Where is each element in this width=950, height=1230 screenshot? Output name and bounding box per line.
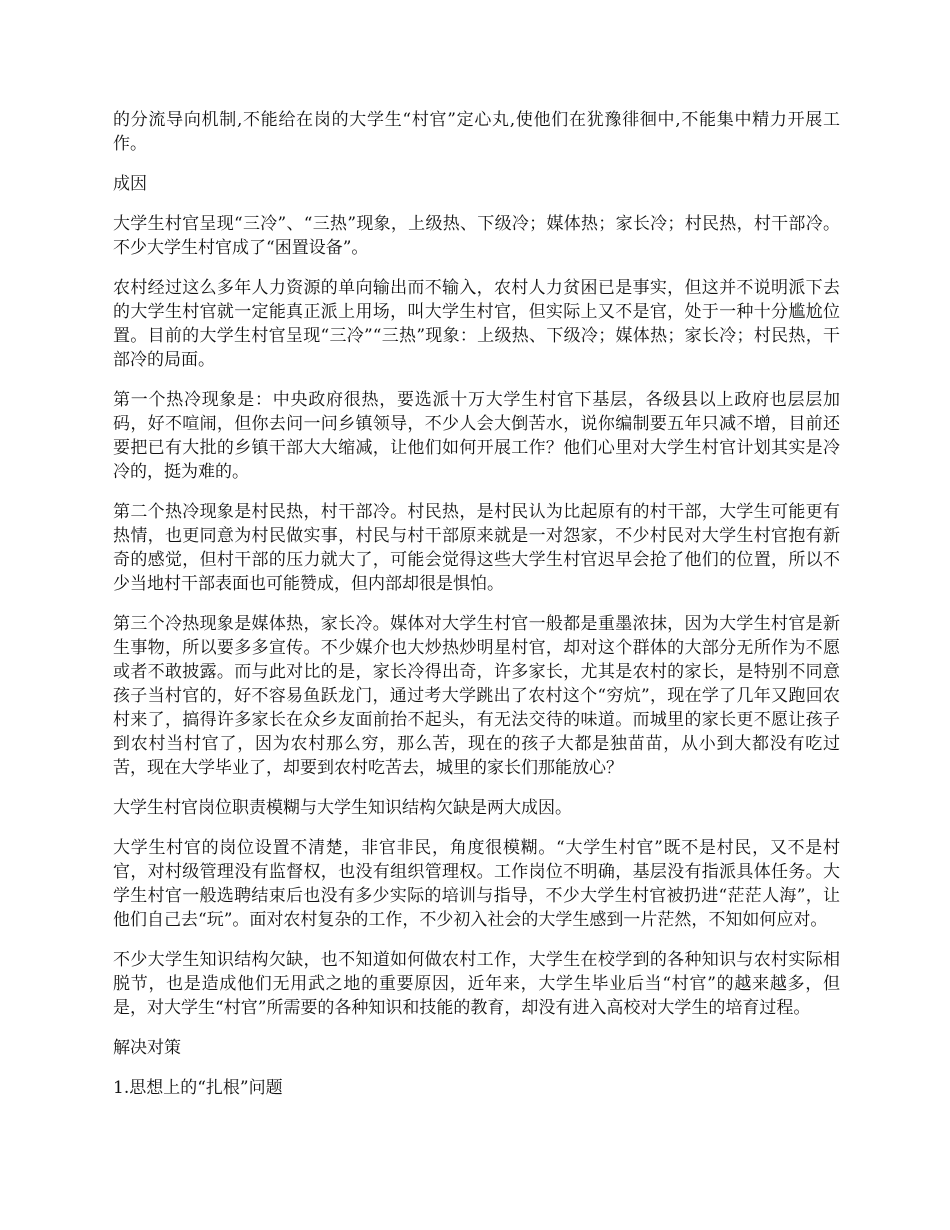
paragraph-three-cold-three-hot: 大学生村官呈现“三冷”、“三热”现象，上级热、下级冷；媒体热；家长冷；村民热，村干部冷。不少大学生村官成了“困置设备”。: [113, 214, 840, 258]
paragraph-two-major-causes: 大学生村官岗位职责模糊与大学生知识结构欠缺是两大成因。: [113, 798, 572, 818]
section-heading-causes: 成因: [113, 174, 147, 194]
paragraph-rural-human-resources: 农村经过这么多年人力资源的单向输出而不输入，农村人力贫困已是事实，但这并不说明派下去的大学生村官就一定能真正派上用场，叫大学生村官，但实际上又不是官，处于一种十分尴尬位置。目前的大学生村官呈现“三冷”“三热”现象：上级热、下级冷；媒体热；家长冷；村民热，干部冷的局面。: [113, 278, 840, 370]
paragraph-knowledge-gap: 不少大学生知识结构欠缺，也不知道如何做农村工作，大学生在校学到的各种知识与农村实际相脱节，也是造成他们无用武之地的重要原因，近年来，大学生毕业后当“村官”的越来越多，但是，对大学生“村官”所需要的各种知识和技能的教育，却没有进入高校对大学生的培育过程。: [113, 950, 840, 1018]
paragraph-diversion-mechanism: 的分流导向机制,不能给在岗的大学生“村官”定心丸,使他们在犹豫徘徊中,不能集中精力开展工作。: [113, 110, 840, 154]
paragraph-first-hot-cold: 第一个热冷现象是：中央政府很热，要选派十万大学生村官下基层，各级县以上政府也层层加码，好不喧闹，但你去问一问乡镇领导，不少人会大倒苦水，说你编制要五年只减不增，目前还要把已有大批的乡镇干部大大缩减，让他们如何开展工作？他们心里对大学生村官计划其实是冷冷的，挺为难的。: [113, 390, 840, 482]
section-heading-solutions: 解决对策: [113, 1038, 181, 1058]
subheading-taking-root: 1.思想上的“扎根”问题: [113, 1078, 283, 1098]
document-page: [113, 108, 840, 1116]
paragraph-third-cold-hot: 第三个冷热现象是媒体热，家长冷。媒体对大学生村官一般都是重墨浓抹，因为大学生村官是新生事物，所以要多多宣传。不少媒介也大炒热炒明星村官，却对这个群体的大部分无所作为不愿或者不敢披露。而与此对比的是，家长冷得出奇，许多家长，尤其是农村的家长，是特别不同意孩子当村官的，好不容易鱼跃龙门，通过考大学跳出了农村这个“穷炕”，现在学了几年又跑回农村来了，搞得许多家长在众乡友面前抬不起头，有无法交待的味道。而城里的家长更不愿让孩子到农村当村官了，因为农村那么穷，那么苦，现在的孩子大都是独苗苗，从小到大都没有吃过苦，现在大学毕业了，却要到农村吃苦去，城里的家长们那能放心？: [113, 614, 840, 778]
paragraph-unclear-position: 大学生村官的岗位设置不清楚，非官非民，角度很模糊。“大学生村官”既不是村民，又不是村官，对村级管理没有监督权，也没有组织管理权。工作岗位不明确，基层没有指派具体任务。大学生村官一般选聘结束后也没有多少实际的培训与指导，不少大学生村官被扔进“茫茫人海”，让他们自己去“玩”。面对农村复杂的工作，不少初入社会的大学生感到一片茫然，不知如何应对。: [113, 838, 840, 930]
paragraph-second-hot-cold: 第二个热冷现象是村民热，村干部冷。村民热，是村民认为比起原有的村干部，大学生可能更有热情，也更同意为村民做实事，村民与村干部原来就是一对怨家，不少村民对大学生村官抱有新奇的感觉，但村干部的压力就大了，可能会觉得这些大学生村官迟早会抢了他们的位置，所以不少当地村干部表面也可能赞成，但内部却很是惧怕。: [113, 502, 840, 594]
